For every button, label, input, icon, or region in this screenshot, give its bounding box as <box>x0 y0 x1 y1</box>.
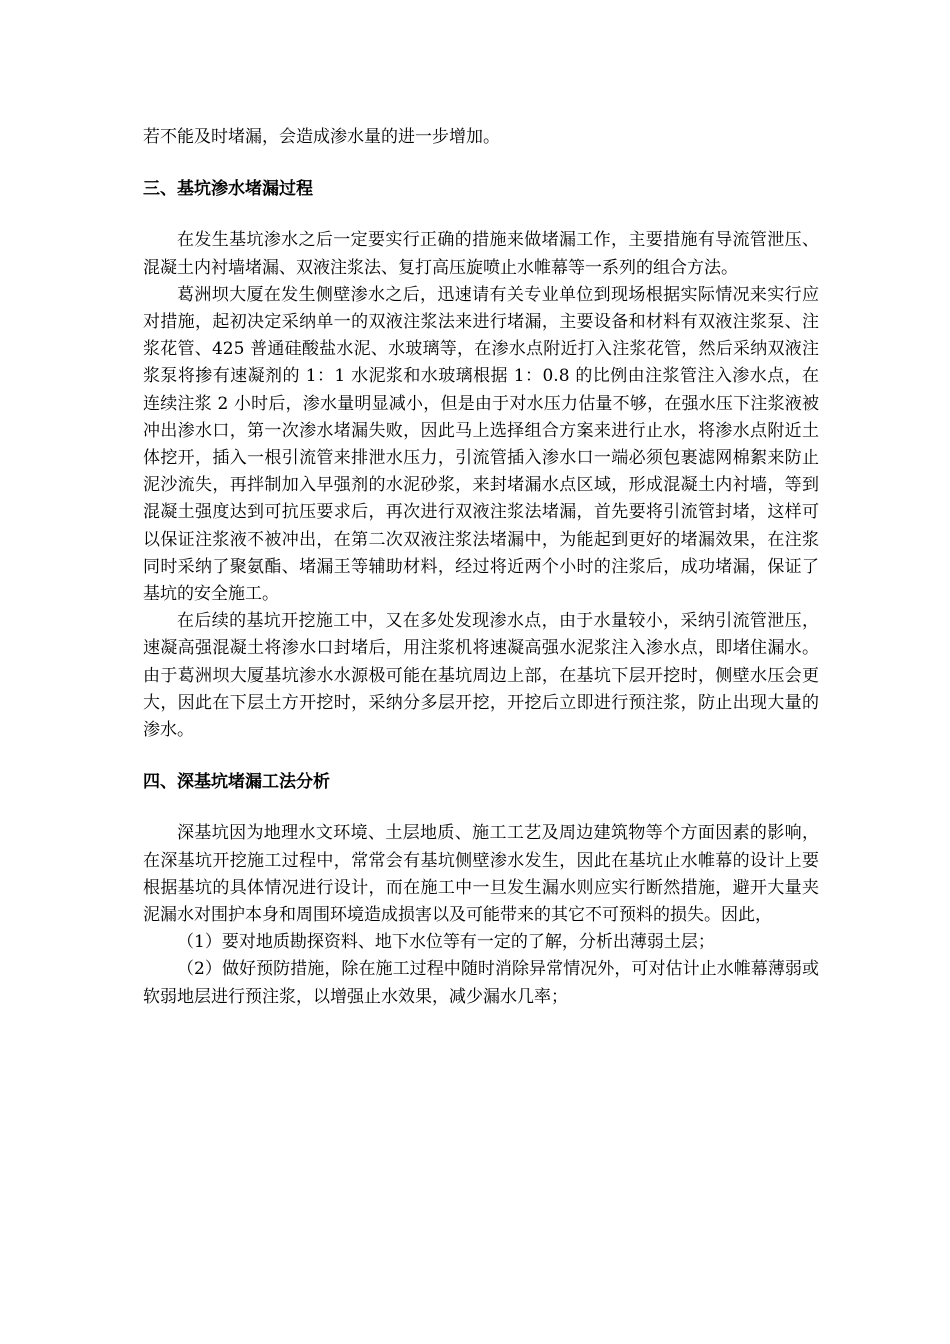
document-body <box>143 124 819 1011</box>
section-heading-4: 四、深基坑堵漏工法分析 <box>143 772 330 793</box>
section3-paragraph-1: 在发生基坑渗水之后一定要实行正确的措施来做堵漏工作，主要措施有导流管泄压、混凝土内衬墙堵漏、双液注浆法、复打高压旋喷止水帷幕等一系列的组合方法。 <box>143 230 819 278</box>
paragraph-continuation: 若不能及时堵漏，会造成渗水量的进一步增加。 <box>143 127 500 147</box>
section3-paragraph-3: 在后续的基坑开挖施工中，又在多处发现渗水点，由于水量较小，采纳引流管泄压，速凝高强混凝土将渗水口封堵后，用注浆机将速凝高强水泥浆注入渗水点，即堵住漏水。由于葛洲坝大厦基坑渗水水源极可能在基坑周边上部，在基坑下层开挖时，侧壁水压会更大，因此在下层土方开挖时，采纳分多层开挖，开挖后立即进行预注浆，防止出现大量的渗水。 <box>143 611 819 741</box>
section4-paragraph-1: 深基坑因为地理水文环境、土层地质、施工工艺及周边建筑物等个方面因素的影响，在深基坑开挖施工过程中，常常会有基坑侧壁渗水发生，因此在基坑止水帷幕的设计上要根据基坑的具体情况进行设计，而在施工中一旦发生漏水则应实行断然措施，避开大量夹泥漏水对围护本身和周围环境造成损害以及可能带来的其它不可预料的损失。因此， <box>143 823 819 926</box>
section4-list-item-1: （1）要对地质勘探资料、地下水位等有一定的了解，分析出薄弱土层； <box>177 932 715 953</box>
section-heading-3: 三、基坑渗水堵漏过程 <box>143 179 313 200</box>
section3-paragraph-2: 葛洲坝大厦在发生侧壁渗水之后，迅速请有关专业单位到现场根据实际情况来实行应对措施，起初决定采纳单一的双液注浆法来进行堵漏，主要设备和材料有双液注浆泵、注浆花管、425 普通硅酸盐水泥、水玻璃等，在渗水点附近打入注浆花管，然后采纳双液注浆泵将掺有速凝剂的 1：1 水泥浆和水玻璃根据 1：0.8 的比例由注浆管注入渗水点，在连续注浆 2 小时后，渗水量明显减小，但是由于对水压力估量不够，在强水压下注浆液被冲出渗水口，第一次渗水堵漏失败，因此马上选择组合方案来进行止水，将渗水点附近土体挖开，插入一根引流管来排泄水压力，引流管插入渗水口一端必须包裹滤网棉絮来防止泥沙流失，再拌制加入早强剂的水泥砂浆，来封堵漏水点区域，形成混凝土内衬墙，等到混凝土强度达到可抗压要求后，再次进行双液注浆法堵漏，首先要将引流管封堵，这样可以保证注浆液不被冲出，在第二次双液注浆法堵漏中，为能起到更好的堵漏效果，在注浆同时采纳了聚氨酯、堵漏王等辅助材料，经过将近两个小时的注浆后，成功堵漏，保证了基坑的安全施工。 <box>143 284 819 605</box>
section4-list-item-2: （2）做好预防措施，除在施工过程中随时消除异常情况外，可对估计止水帷幕薄弱或软弱地层进行预注浆，以增强止水效果，减少漏水几率； <box>143 959 819 1007</box>
